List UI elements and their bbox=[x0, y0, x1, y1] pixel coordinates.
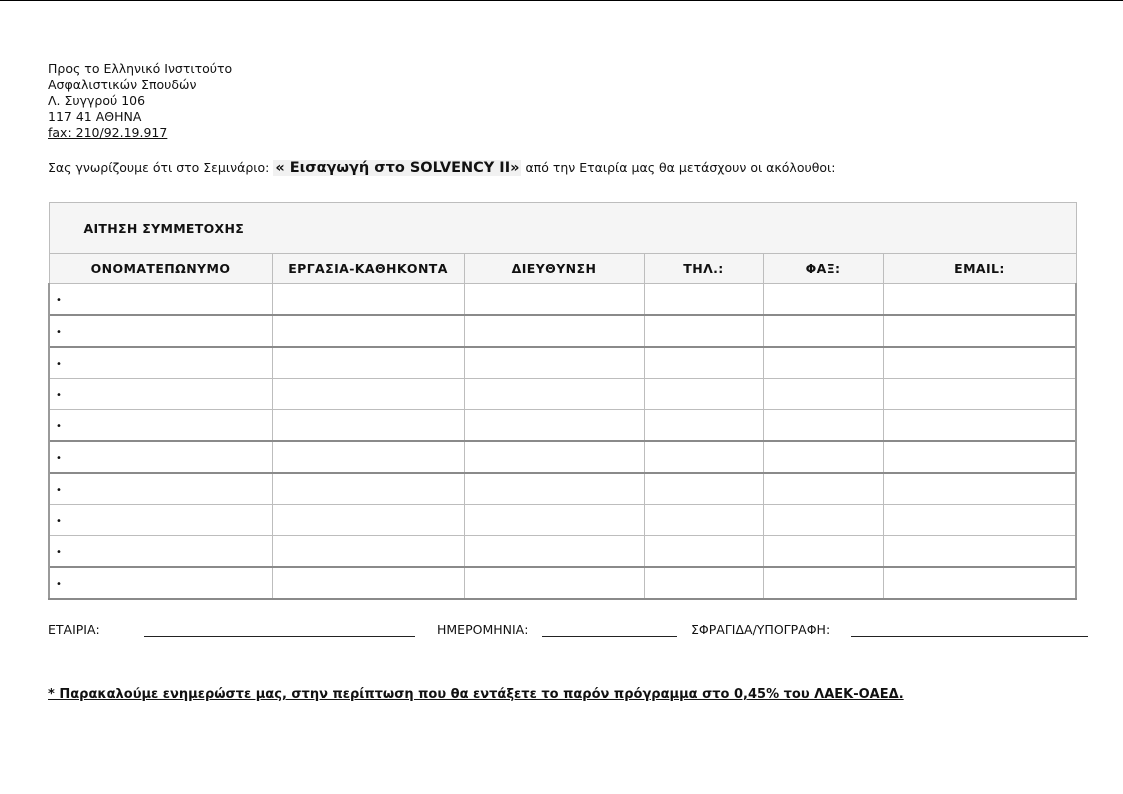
bullet-marker: • bbox=[56, 578, 62, 590]
column-header-name: ΟΝΟΜΑΤΕΠΩΝΥΜΟ bbox=[49, 254, 272, 284]
bullet-marker: • bbox=[56, 358, 62, 370]
name-cell[interactable] bbox=[49, 567, 272, 599]
company-field-line[interactable] bbox=[144, 636, 415, 637]
name-cell[interactable] bbox=[49, 379, 272, 410]
fax-cell[interactable] bbox=[763, 473, 883, 505]
email-cell[interactable] bbox=[883, 379, 1076, 410]
stamp-signature-label: ΣΦΡΑΓΙΔΑ/ΥΠΟΓΡΑΦΗ: bbox=[691, 622, 831, 637]
phone-cell[interactable] bbox=[644, 379, 763, 410]
company-label: ΕΤΑΙΡΙΑ: bbox=[48, 622, 100, 637]
bullet-marker: • bbox=[56, 294, 62, 306]
footnote: * Παρακαλούμε ενημερώστε μας, στην περίπτωση που θα εντάξετε το παρόν πρόγραμμα στο 0,45% του ΛΑΕΚ-ΟΑΕΔ. bbox=[48, 687, 904, 702]
phone-cell[interactable] bbox=[644, 505, 763, 536]
address-line-3: Λ. Συγγρού 106 bbox=[48, 93, 146, 108]
name-cell[interactable] bbox=[49, 315, 272, 347]
column-header-address: ΔΙΕΥΘΥΝΣΗ bbox=[464, 254, 644, 284]
column-header-email: EMAIL: bbox=[883, 254, 1076, 284]
form-title: ΑΙΤΗΣΗ ΣΥΜΜΕΤΟΧΗΣ bbox=[49, 203, 1076, 254]
bullet-marker: • bbox=[56, 389, 62, 401]
name-cell[interactable] bbox=[49, 441, 272, 473]
address-line-2: Ασφαλιστικών Σπουδών bbox=[48, 77, 197, 92]
bullet-marker: • bbox=[56, 546, 62, 558]
job-cell[interactable] bbox=[272, 410, 464, 442]
address-cell[interactable] bbox=[464, 284, 644, 316]
participant-row bbox=[49, 567, 1076, 599]
fax-cell[interactable] bbox=[763, 315, 883, 347]
address-cell[interactable] bbox=[464, 505, 644, 536]
bullet-marker: • bbox=[56, 515, 62, 527]
address-cell[interactable] bbox=[464, 441, 644, 473]
email-cell[interactable] bbox=[883, 536, 1076, 568]
participant-row bbox=[49, 536, 1076, 568]
stamp-signature-field-line[interactable] bbox=[851, 636, 1088, 637]
fax-number: fax: 210/92.19.917 bbox=[48, 125, 168, 140]
phone-cell[interactable] bbox=[644, 284, 763, 316]
email-cell[interactable] bbox=[883, 410, 1076, 442]
date-label: ΗΜΕΡΟΜΗΝΙΑ: bbox=[437, 622, 529, 637]
job-cell[interactable] bbox=[272, 505, 464, 536]
address-line-4: 117 41 ΑΘΗΝΑ bbox=[48, 109, 142, 124]
intro-text-before: Σας γνωρίζουμε ότι στο Σεμινάριο: bbox=[48, 160, 274, 175]
address-cell[interactable] bbox=[464, 410, 644, 442]
address-cell[interactable] bbox=[464, 567, 644, 599]
address-cell[interactable] bbox=[464, 379, 644, 410]
name-cell[interactable] bbox=[49, 284, 272, 316]
email-cell[interactable] bbox=[883, 284, 1076, 316]
phone-cell[interactable] bbox=[644, 410, 763, 442]
fax-cell[interactable] bbox=[763, 567, 883, 599]
participant-row bbox=[49, 410, 1076, 442]
bullet-marker: • bbox=[56, 452, 62, 464]
column-header-fax: ΦΑΞ: bbox=[763, 254, 883, 284]
email-cell[interactable] bbox=[883, 473, 1076, 505]
seminar-title: « Εισαγωγή στο SOLVENCY II» bbox=[275, 160, 520, 176]
fax-cell[interactable] bbox=[763, 505, 883, 536]
participant-row bbox=[49, 441, 1076, 473]
bullet-marker: • bbox=[56, 420, 62, 432]
column-header-job: ΕΡΓΑΣΙΑ-ΚΑΘΗΚΟΝΤΑ bbox=[272, 254, 464, 284]
name-cell[interactable] bbox=[49, 347, 272, 379]
participant-row bbox=[49, 379, 1076, 410]
phone-cell[interactable] bbox=[644, 567, 763, 599]
fax-cell[interactable] bbox=[763, 441, 883, 473]
name-cell[interactable] bbox=[49, 410, 272, 442]
job-cell[interactable] bbox=[272, 315, 464, 347]
job-cell[interactable] bbox=[272, 441, 464, 473]
email-cell[interactable] bbox=[883, 505, 1076, 536]
name-cell[interactable] bbox=[49, 473, 272, 505]
phone-cell[interactable] bbox=[644, 347, 763, 379]
name-cell[interactable] bbox=[49, 505, 272, 536]
column-header-phone: ΤΗΛ.: bbox=[644, 254, 763, 284]
address-cell[interactable] bbox=[464, 347, 644, 379]
email-cell[interactable] bbox=[883, 441, 1076, 473]
name-cell[interactable] bbox=[49, 536, 272, 568]
fax-cell[interactable] bbox=[763, 284, 883, 316]
job-cell[interactable] bbox=[272, 536, 464, 568]
job-cell[interactable] bbox=[272, 567, 464, 599]
participant-row bbox=[49, 315, 1076, 347]
participation-form-table bbox=[48, 202, 1077, 600]
date-field-line[interactable] bbox=[542, 636, 677, 637]
fax-cell[interactable] bbox=[763, 379, 883, 410]
phone-cell[interactable] bbox=[644, 441, 763, 473]
fax-cell[interactable] bbox=[763, 347, 883, 379]
participant-row bbox=[49, 473, 1076, 505]
participant-row bbox=[49, 347, 1076, 379]
job-cell[interactable] bbox=[272, 347, 464, 379]
job-cell[interactable] bbox=[272, 379, 464, 410]
recipient-address bbox=[48, 61, 232, 141]
address-cell[interactable] bbox=[464, 536, 644, 568]
phone-cell[interactable] bbox=[644, 315, 763, 347]
address-cell[interactable] bbox=[464, 473, 644, 505]
email-cell[interactable] bbox=[883, 567, 1076, 599]
participant-row bbox=[49, 284, 1076, 316]
address-cell[interactable] bbox=[464, 315, 644, 347]
fax-cell[interactable] bbox=[763, 410, 883, 442]
top-border-line bbox=[0, 0, 1123, 1]
intro-sentence bbox=[48, 160, 835, 176]
email-cell[interactable] bbox=[883, 315, 1076, 347]
phone-cell[interactable] bbox=[644, 536, 763, 568]
fax-cell[interactable] bbox=[763, 536, 883, 568]
email-cell[interactable] bbox=[883, 347, 1076, 379]
participant-row bbox=[49, 505, 1076, 536]
job-cell[interactable] bbox=[272, 284, 464, 316]
intro-text-after: από την Εταιρία μας θα μετάσχουν οι ακόλουθοι: bbox=[521, 160, 836, 175]
address-line-1: Προς το Ελληνικό Ινστιτούτο bbox=[48, 61, 233, 76]
bullet-marker: • bbox=[56, 326, 62, 338]
job-cell[interactable] bbox=[272, 473, 464, 505]
bullet-marker: • bbox=[56, 484, 62, 496]
phone-cell[interactable] bbox=[644, 473, 763, 505]
